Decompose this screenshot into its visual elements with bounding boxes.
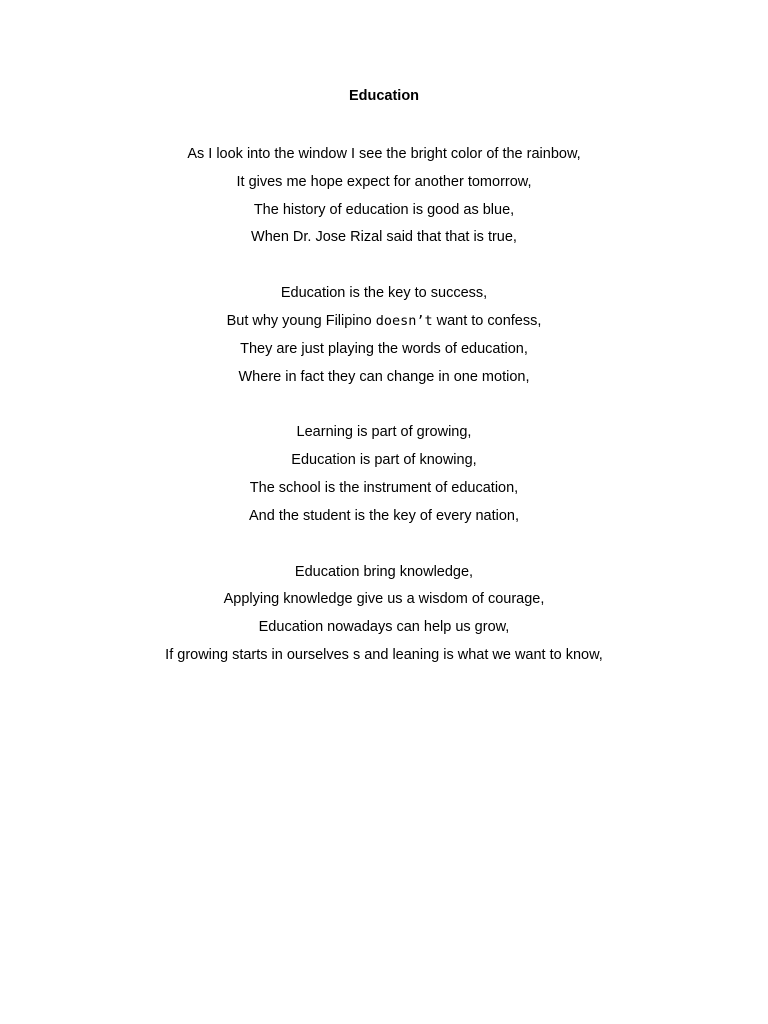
stanza-3 <box>0 419 768 530</box>
document-title: Education <box>348 88 420 104</box>
poem-line: Education nowadays can help us grow, <box>258 619 510 636</box>
poem-line: The school is the instrument of education, <box>249 479 519 496</box>
poem-line: When Dr. Jose Rizal said that that is true, <box>251 229 517 246</box>
poem-line: The history of education is good as blue, <box>253 201 515 218</box>
stanza-4 <box>0 559 768 670</box>
poem-line: As I look into the window I see the bright color of the rainbow, <box>187 146 581 162</box>
poem-line-monospace-word: doesn’t <box>375 312 433 329</box>
poem-line: Education is the key to success, <box>280 285 488 302</box>
poem-line-part: But why young Filipino <box>226 312 376 329</box>
stanza-1 <box>0 141 768 252</box>
poem-line: Where in fact they can change in one motion, <box>238 368 530 385</box>
poem-line: It gives me hope expect for another tomorrow, <box>236 173 532 190</box>
poem-line: Learning is part of growing, <box>296 424 472 441</box>
poem-line-mixed <box>0 308 768 336</box>
poem-line: They are just playing the words of education, <box>240 340 528 357</box>
poem-line: If growing starts in ourselves s and leaning is what we want to know, <box>165 646 603 663</box>
poem-line: Education bring knowledge, <box>294 563 474 580</box>
poem-line: Education is part of knowing, <box>291 452 477 469</box>
poem-line-part: want to confess, <box>432 312 542 329</box>
poem-body <box>0 141 768 698</box>
stanza-2 <box>0 280 768 391</box>
poem-line: Applying knowledge give us a wisdom of courage, <box>223 591 545 608</box>
poem-line: And the student is the key of every nation, <box>248 507 520 524</box>
